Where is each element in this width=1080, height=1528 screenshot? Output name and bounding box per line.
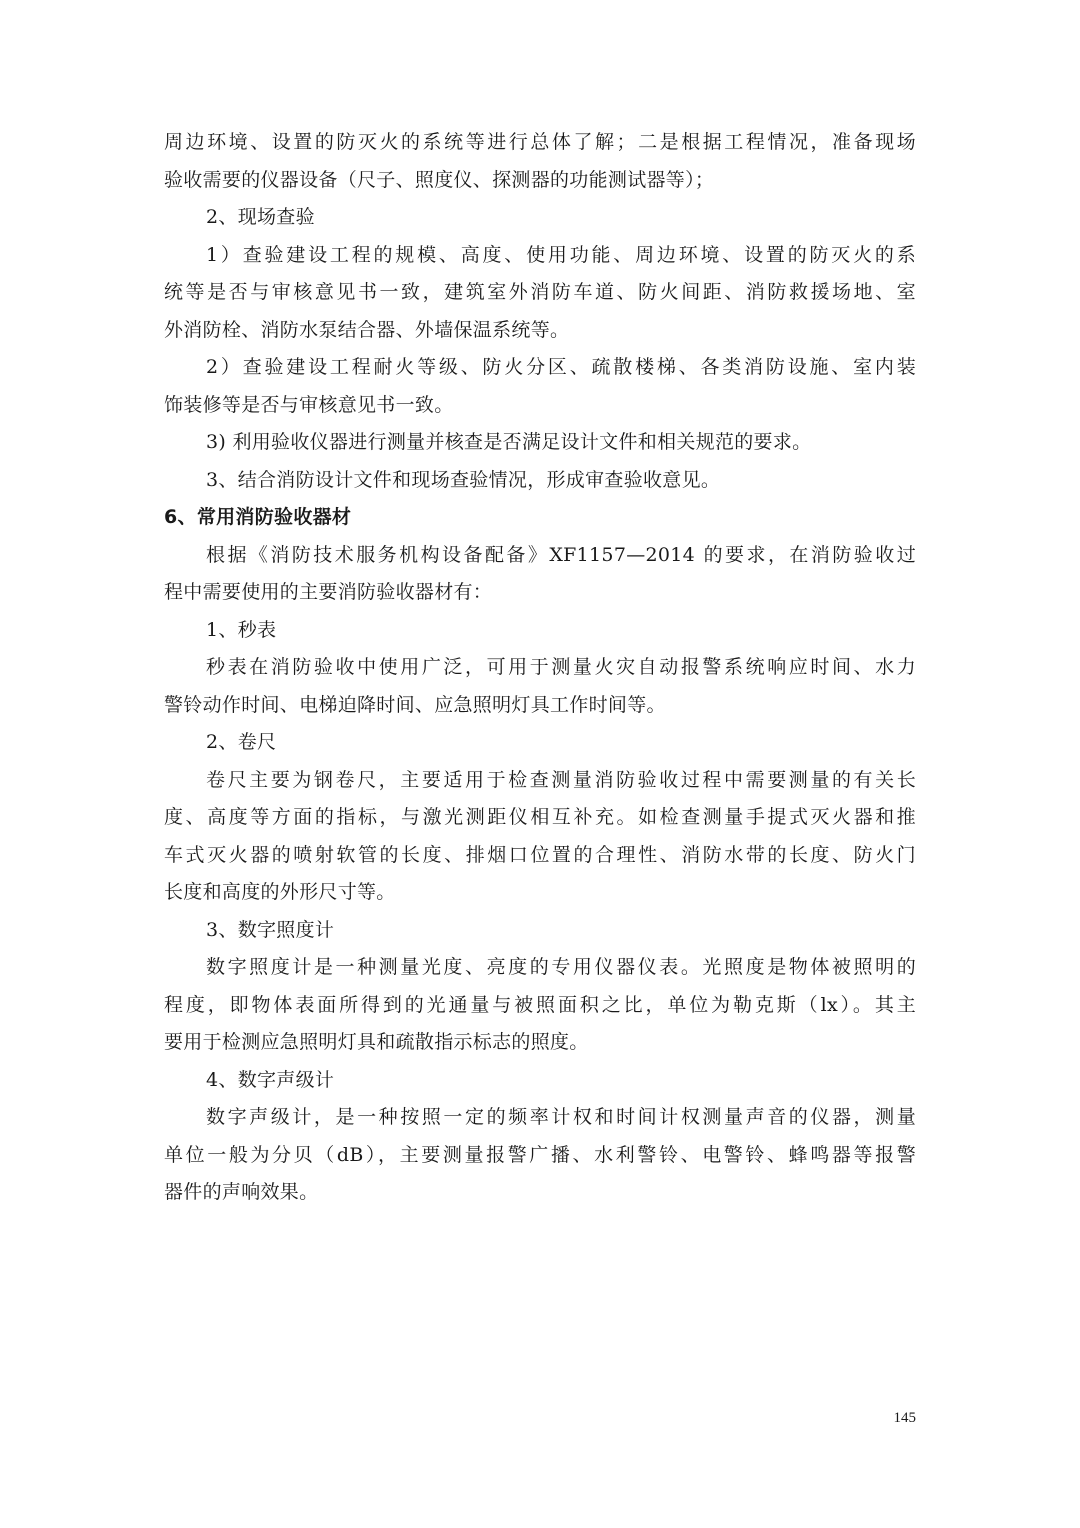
section-subheading: 2、卷尺 [206, 731, 277, 753]
text-line: 3) 利用验收仪器进行测量并核查是否满足设计文件和相关规范的要求。 [206, 431, 812, 453]
section-subheading: 4、数字声级计 [206, 1068, 335, 1091]
text-line: 根据《消防技术服务机构设备配备》XF1157—2014 的要求，在消防验收过 [206, 543, 916, 566]
page-number: 145 [893, 1410, 916, 1426]
text-line: 验收需要的仪器设备（尺子、照度仪、探测器的功能测试器等）； [164, 168, 715, 191]
text-line: 长度和高度的外形尺寸等。 [164, 881, 396, 903]
text-line: 程度，即物体表面所得到的光通量与被照面积之比，单位为勒克斯（lx）。其主 [164, 993, 916, 1016]
text-line: 数字照度计是一种测量光度、亮度的专用仪器仪表。光照度是物体被照明的 [206, 956, 916, 978]
text-line: 1）查验建设工程的规模、高度、使用功能、周边环境、设置的防灭火的系 [206, 243, 916, 266]
document-body [164, 124, 916, 1212]
text-line: 数字声级计，是一种按照一定的频率计权和时间计权测量声音的仪器，测量 [206, 1106, 916, 1128]
text-line: 统等是否与审核意见书一致，建筑室外消防车道、防火间距、消防救援场地、室 [164, 281, 916, 303]
text-line: 周边环境、设置的防灭火的系统等进行总体了解；二是根据工程情况，准备现场 [164, 131, 916, 153]
section-subheading: 2、现场查验 [206, 206, 315, 228]
section-subheading: 1、秒表 [206, 618, 277, 641]
text-line: 程中需要使用的主要消防验收器材有： [164, 581, 493, 603]
text-line: 2）查验建设工程耐火等级、防火分区、疏散楼梯、各类消防设施、室内装 [206, 356, 916, 378]
text-line: 外消防栓、消防水泵结合器、外墙保温系统等。 [164, 318, 570, 341]
text-line: 卷尺主要为钢卷尺，主要适用于检查测量消防验收过程中需要测量的有关长 [206, 768, 916, 791]
text-line: 秒表在消防验收中使用广泛，可用于测量火灾自动报警系统响应时间、水力 [206, 656, 916, 678]
text-line: 器件的声响效果。 [164, 1181, 319, 1203]
text-line: 度、高度等方面的指标，与激光测距仪相互补充。如检查测量手提式灭火器和推 [164, 806, 916, 828]
section-heading: 6、常用消防验收器材 [164, 506, 352, 528]
text-line: 警铃动作时间、电梯迫降时间、应急照明灯具工作时间等。 [164, 693, 666, 716]
text-line: 要用于检测应急照明灯具和疏散指示标志的照度。 [164, 1031, 589, 1053]
text-line: 车式灭火器的喷射软管的长度、排烟口位置的合理性、消防水带的长度、防火门 [164, 843, 916, 866]
section-subheading: 3、数字照度计 [206, 918, 335, 941]
text-line: 饰装修等是否与审核意见书一致。 [164, 393, 454, 416]
text-line: 单位一般为分贝（dB），主要测量报警广播、水利警铃、电警铃、蜂鸣器等报警 [164, 1143, 916, 1166]
text-line: 3、结合消防设计文件和现场查验情况，形成审查验收意见。 [206, 468, 721, 491]
